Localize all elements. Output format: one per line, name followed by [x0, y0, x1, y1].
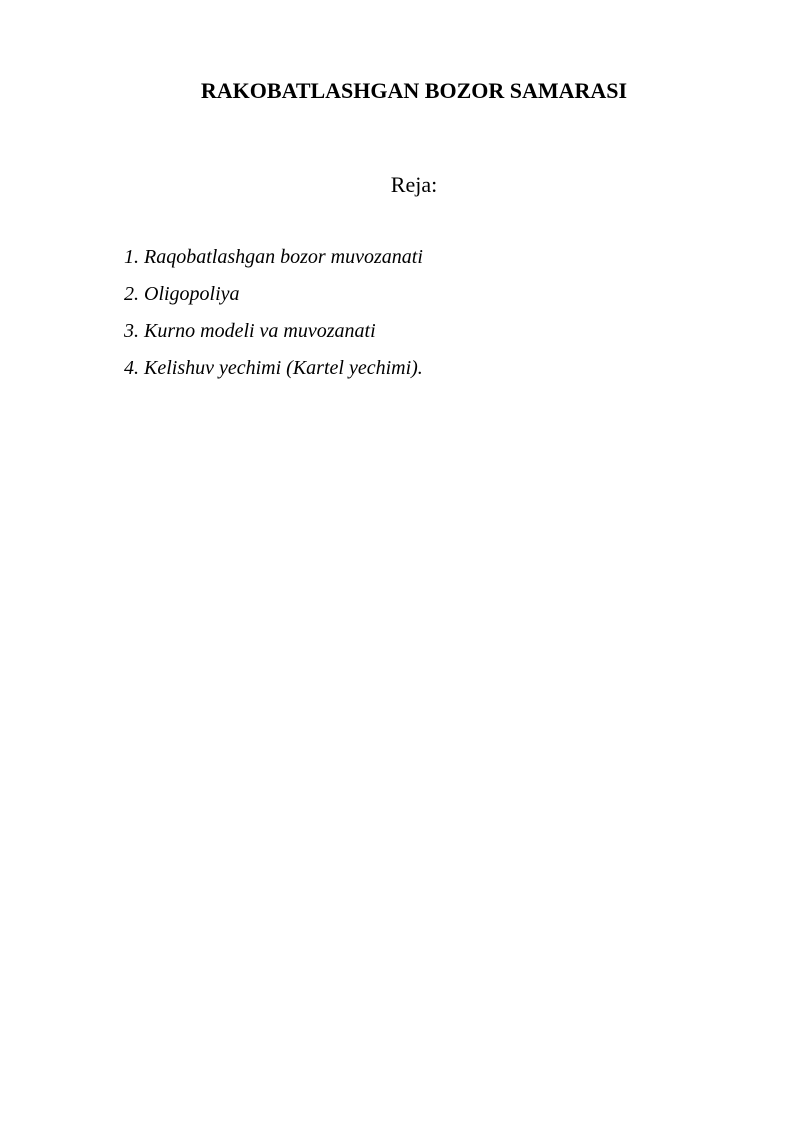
- plan-heading: Reja:: [390, 172, 438, 197]
- plan-item: 4. Kelishuv yechimi (Kartel yechimi).: [124, 357, 423, 379]
- document-title: RAKOBATLASHGAN BOZOR SAMARASI: [200, 78, 628, 103]
- plan-item: 1. Raqobatlashgan bozor muvozanati: [124, 246, 423, 268]
- plan-item: 3. Kurno modeli va muvozanati: [124, 320, 376, 342]
- plan-item: 2. Oligopoliya: [124, 283, 240, 305]
- plan-list: [124, 239, 423, 387]
